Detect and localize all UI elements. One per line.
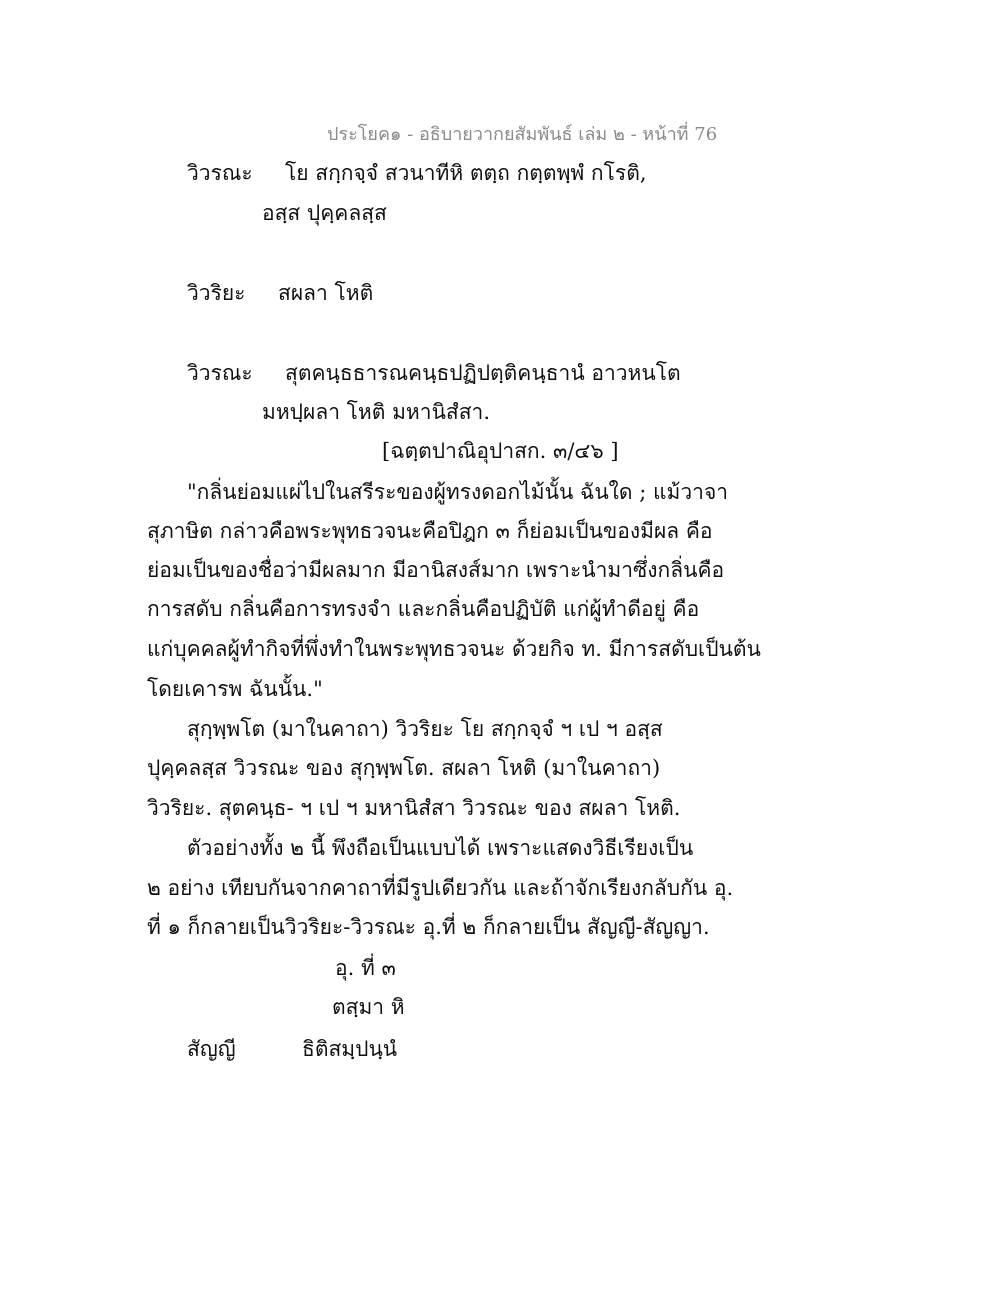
block2-line1: สผลา โหติ	[278, 281, 374, 305]
paragraph1-line: "กลิ่นย่อมแผ่ไปในสรีระของผู้ทรงดอกไม้นั้น ฉันใด ; แม้วาจา	[187, 480, 729, 504]
example3-heading: อุ. ที่ ๓	[335, 956, 396, 980]
block3-label: วิวรณะ	[187, 361, 253, 385]
block3-line2: มหปฺผลา โหติ มหานิสํสา.	[262, 400, 491, 424]
paragraph3-line: ๒ อย่าง เทียบกันจากคาถาที่มีรูปเดียวกัน และถ้าจักเรียงกลับกัน อุ.	[147, 876, 734, 900]
paragraph2-line: วิวริยะ. สุตคนฺธ- ฯ เป ฯ มหานิสํสา วิวรณะ ของ สผลา โหติ.	[147, 796, 681, 820]
paragraph2-line: ปุคฺคลสฺส วิวรณะ ของ สุกฺพฺพโต. สผลา โหติ (มาในคาถา)	[147, 756, 661, 780]
paragraph1-line: แก่บุคคลผู้ทำกิจที่พึ่งทำในพระพุทธวจนะ ด้วยกิจ ท. มีการสดับเป็นต้น	[147, 637, 761, 661]
paragraph3-line: ตัวอย่างทั้ง ๒ นี้ พึงถือเป็นแบบได้ เพราะแสดงวิธีเรียงเป็น	[187, 836, 694, 860]
paragraph2-line: สุกฺพฺพโต (มาในคาถา) วิวริยะ โย สกฺกจฺจํ ฯ เป ฯ อสฺส	[187, 717, 663, 741]
paragraph1-line: สุภาษิต กล่าวคือพระพุทธวจนะคือปิฎก ๓ ก็ย่อมเป็นของมีผล คือ	[147, 519, 713, 543]
example3-term: ธิติสมฺปนฺนํ	[302, 1037, 398, 1061]
paragraph1-line: โดยเคารพ ฉันนั้น."	[147, 677, 323, 701]
block1-line2: อสฺส ปุคฺคลสฺส	[262, 201, 387, 225]
block3-line1: สุตคนฺธธารณคนฺธปฏิปตฺติคนฺธานํ อาวหนโต	[285, 361, 681, 385]
paragraph1-line: การสดับ กลิ่นคือการทรงจำ และกลิ่นคือปฏิบัติ แก่ผู้ทำดีอยู่ คือ	[147, 597, 700, 621]
running-head: ประโยค๑ - อธิบายวากยสัมพันธ์ เล่ม ๒ - หน้าที่ 76	[327, 124, 718, 145]
example3-label: สัญญี	[187, 1037, 236, 1061]
example3-line1: ตสฺมา หิ	[332, 995, 405, 1019]
paragraph1-line: ย่อมเป็นของชื่อว่ามีผลมาก มีอานิสงส์มาก เพราะนำมาซึ่งกลิ่นคือ	[147, 558, 725, 582]
block1-line1: โย สกฺกจฺจํ สวนาทีหิ ตตฺถ กตฺตพฺพํ กโรติ,	[285, 161, 647, 185]
citation: [ฉตฺตปาณิอุปาสก. ๓/๔๖ ]	[382, 439, 619, 463]
block2-label: วิวริยะ	[187, 281, 246, 305]
paragraph3-line: ที่ ๑ ก็กลายเป็นวิวริยะ-วิวรณะ อุ.ที่ ๒ ก็กลายเป็น สัญญี-สัญญา.	[147, 915, 710, 939]
block1-label: วิวรณะ	[187, 161, 253, 185]
